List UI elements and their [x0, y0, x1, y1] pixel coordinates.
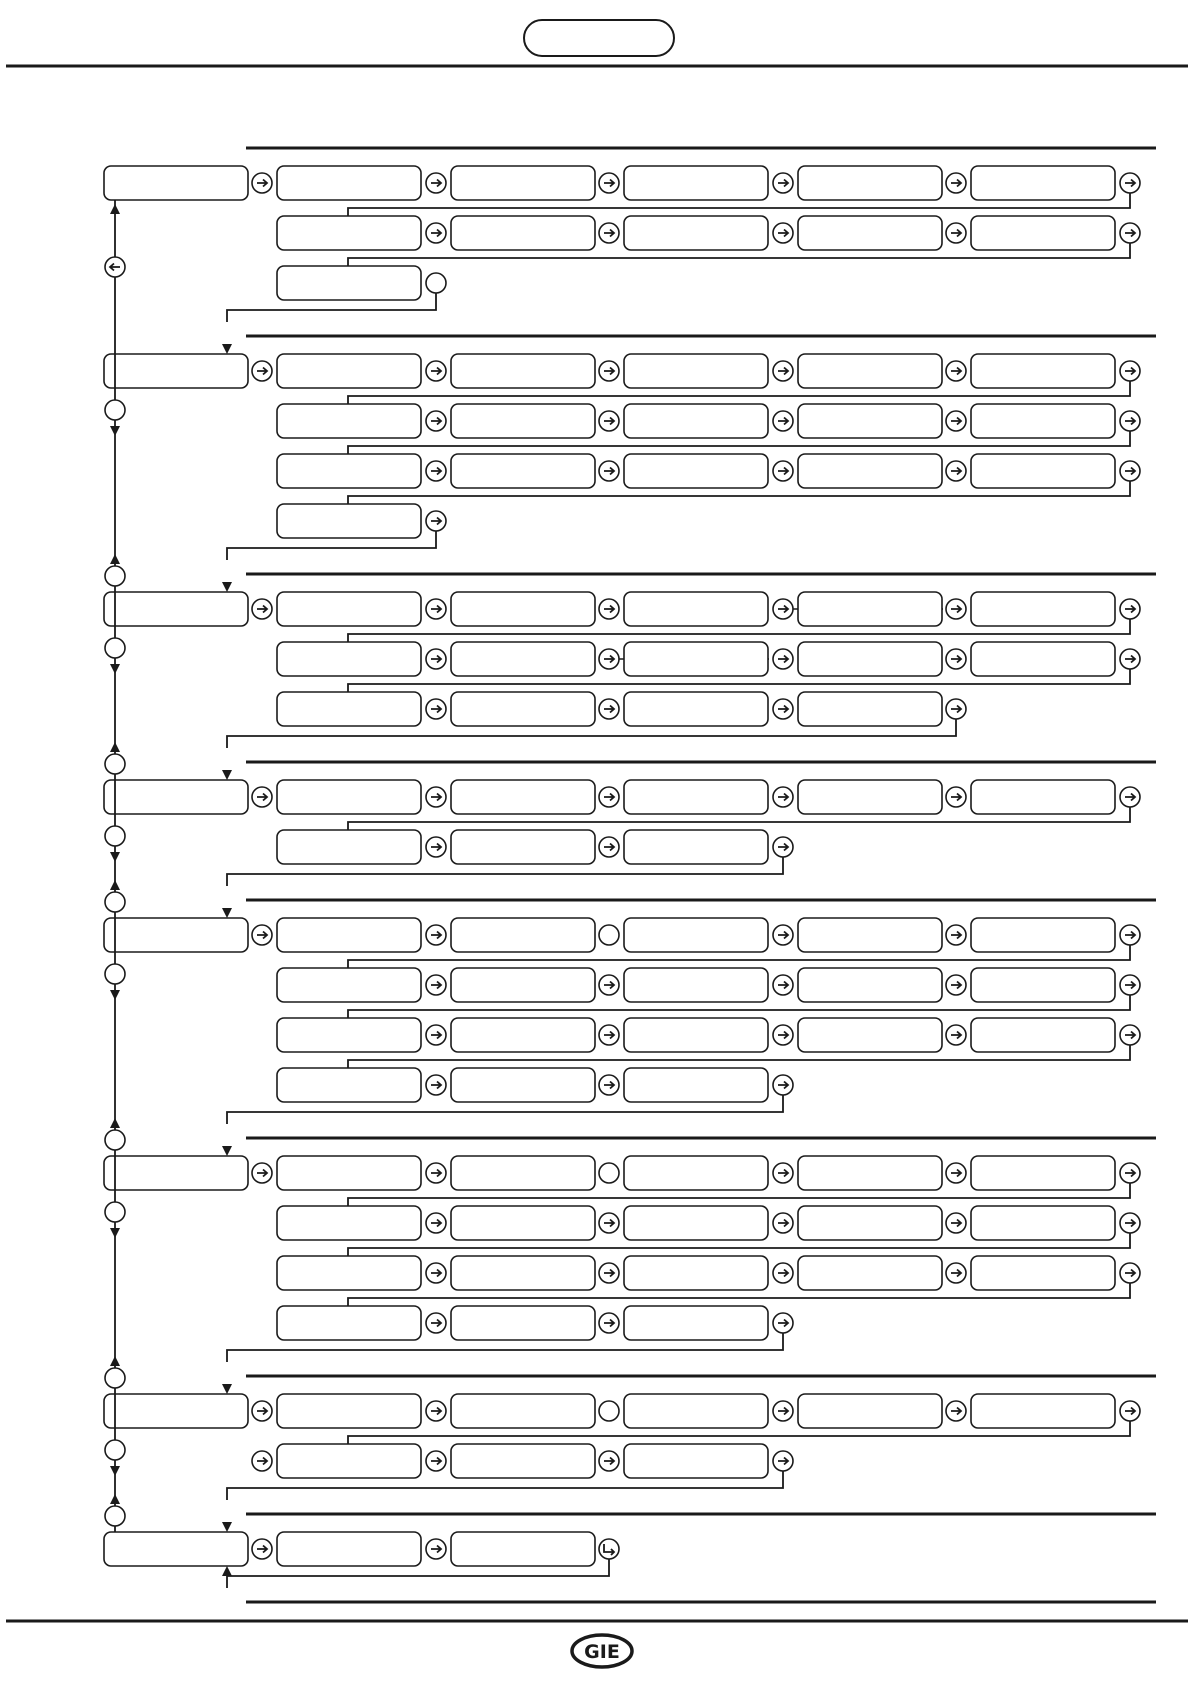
- sub-menu-box: [277, 1532, 421, 1566]
- arrow-right-icon[interactable]: [599, 223, 619, 243]
- arrow-right-icon[interactable]: [599, 787, 619, 807]
- arrow-right-icon[interactable]: [426, 1163, 446, 1183]
- sub-menu-box: [451, 968, 595, 1002]
- sub-menu-box: [277, 1256, 421, 1290]
- arrow-right-icon[interactable]: [773, 925, 793, 945]
- sub-menu-box: [277, 780, 421, 814]
- sub-menu-box: [798, 968, 942, 1002]
- arrow-right-icon[interactable]: [426, 1313, 446, 1333]
- arrow-right-icon[interactable]: [773, 411, 793, 431]
- arrow-right-icon[interactable]: [1120, 1401, 1140, 1421]
- arrow-right-icon[interactable]: [426, 1075, 446, 1095]
- round-button-icon[interactable]: [599, 1163, 619, 1183]
- return-arrowhead: [222, 1522, 232, 1532]
- sub-menu-box: [277, 1018, 421, 1052]
- arrow-right-icon[interactable]: [599, 173, 619, 193]
- row-lead-icon[interactable]: [252, 1451, 272, 1471]
- arrow-right-icon[interactable]: [426, 411, 446, 431]
- arrow-right-icon[interactable]: [1120, 1025, 1140, 1045]
- sub-menu-box: [624, 1156, 768, 1190]
- arrow-down-icon: [110, 990, 120, 1000]
- nav-down-button[interactable]: [105, 964, 125, 984]
- nav-up-button[interactable]: [105, 566, 125, 586]
- sub-menu-box: [451, 1206, 595, 1240]
- arrow-right-icon[interactable]: [426, 975, 446, 995]
- arrow-right-icon[interactable]: [946, 787, 966, 807]
- sub-menu-box: [451, 1394, 595, 1428]
- return-arrowhead: [222, 770, 232, 780]
- brand-logo-text: GIE: [584, 1641, 620, 1663]
- arrow-down-icon: [110, 1228, 120, 1238]
- arrow-right-icon[interactable]: [426, 1401, 446, 1421]
- arrow-up-icon: [110, 1118, 120, 1128]
- sub-menu-box: [624, 1256, 768, 1290]
- arrow-right-icon[interactable]: [426, 649, 446, 669]
- arrow-right-icon[interactable]: [599, 1213, 619, 1233]
- main-next-icon[interactable]: [252, 1163, 272, 1183]
- nav-down-button-ring: [105, 1202, 125, 1222]
- return-arrowhead: [222, 344, 232, 354]
- sub-menu-box: [971, 592, 1115, 626]
- arrow-right-icon[interactable]: [946, 223, 966, 243]
- arrow-right-icon[interactable]: [946, 173, 966, 193]
- arrow-right-icon[interactable]: [1120, 173, 1140, 193]
- sub-menu-box: [277, 1068, 421, 1102]
- arrow-right-icon[interactable]: [1120, 361, 1140, 381]
- sub-menu-box: [451, 1068, 595, 1102]
- arrow-right-icon[interactable]: [1120, 411, 1140, 431]
- arrow-right-icon[interactable]: [599, 1075, 619, 1095]
- sub-menu-box: [971, 1018, 1115, 1052]
- arrow-right-icon[interactable]: [599, 411, 619, 431]
- sub-menu-box: [451, 454, 595, 488]
- main-next-icon[interactable]: [252, 1401, 272, 1421]
- nav-up-arrowhead: [110, 204, 120, 214]
- arrow-right-icon[interactable]: [426, 1025, 446, 1045]
- sub-menu-box: [451, 918, 595, 952]
- arrow-up-icon: [110, 1356, 120, 1366]
- arrow-right-icon[interactable]: [946, 1025, 966, 1045]
- brand-logo: [570, 1633, 634, 1669]
- sub-menu-box: [798, 592, 942, 626]
- arrow-right-icon[interactable]: [426, 787, 446, 807]
- sub-menu-box: [798, 216, 942, 250]
- arrow-right-icon[interactable]: [426, 511, 446, 531]
- sub-menu-box: [451, 1156, 595, 1190]
- arrow-down-icon: [110, 426, 120, 436]
- main-menu-box: [104, 918, 248, 952]
- return-arrowhead: [222, 1146, 232, 1156]
- arrow-right-icon[interactable]: [599, 1025, 619, 1045]
- arrow-right-icon[interactable]: [946, 925, 966, 945]
- arrow-right-icon[interactable]: [1120, 223, 1140, 243]
- page-header: [6, 20, 1188, 66]
- arrow-right-icon[interactable]: [773, 361, 793, 381]
- sub-menu-box: [798, 1394, 942, 1428]
- arrow-right-icon[interactable]: [946, 1263, 966, 1283]
- nav-down-button-ring: [105, 400, 125, 420]
- sub-menu-box: [624, 1068, 768, 1102]
- nav-down-button[interactable]: [105, 638, 125, 658]
- main-next-icon[interactable]: [252, 925, 272, 945]
- sub-menu-box: [451, 166, 595, 200]
- sub-menu-box: [798, 354, 942, 388]
- nav-down-button-ring: [105, 964, 125, 984]
- sub-menu-box: [971, 454, 1115, 488]
- arrow-right-icon[interactable]: [599, 1313, 619, 1333]
- nav-up-button-ring: [105, 1506, 125, 1526]
- sub-menu-box: [277, 692, 421, 726]
- arrow-right-icon[interactable]: [773, 461, 793, 481]
- arrow-right-icon[interactable]: [773, 1163, 793, 1183]
- sub-menu-box: [451, 642, 595, 676]
- arrow-right-icon[interactable]: [1120, 975, 1140, 995]
- arrow-right-icon[interactable]: [773, 649, 793, 669]
- sub-menu-box: [798, 918, 942, 952]
- round-button-icon-ring: [599, 925, 619, 945]
- nav-up-button[interactable]: [105, 1130, 125, 1150]
- sub-menu-box: [451, 830, 595, 864]
- round-button-icon[interactable]: [599, 1401, 619, 1421]
- sub-menu-box: [624, 216, 768, 250]
- arrow-right-icon[interactable]: [946, 411, 966, 431]
- enter-return-icon-ring: [599, 1539, 619, 1559]
- loop-arrowhead: [222, 1566, 232, 1576]
- sub-menu-box: [277, 216, 421, 250]
- nav-up-button-ring: [105, 566, 125, 586]
- main-next-icon[interactable]: [252, 787, 272, 807]
- nav-down-button-ring: [105, 826, 125, 846]
- header-tab: [524, 20, 674, 56]
- sub-menu-box: [624, 780, 768, 814]
- round-button-icon[interactable]: [599, 925, 619, 945]
- sub-menu-box: [451, 404, 595, 438]
- arrow-down-icon: [110, 852, 120, 862]
- sub-menu-box: [971, 216, 1115, 250]
- sub-menu-box: [277, 592, 421, 626]
- nav-up-button-ring: [105, 1368, 125, 1388]
- sub-menu-box: [971, 1206, 1115, 1240]
- main-menu-box: [104, 166, 248, 200]
- sub-menu-box: [971, 780, 1115, 814]
- nav-down-button[interactable]: [105, 400, 125, 420]
- sub-menu-box: [624, 918, 768, 952]
- sub-menu-box: [624, 692, 768, 726]
- return-arrowhead: [222, 1384, 232, 1394]
- sub-menu-box: [451, 1256, 595, 1290]
- sub-menu-box: [971, 1394, 1115, 1428]
- arrow-right-icon[interactable]: [599, 1451, 619, 1471]
- sub-menu-box: [451, 1532, 595, 1566]
- sub-menu-box: [798, 1156, 942, 1190]
- arrow-right-icon[interactable]: [599, 599, 619, 619]
- arrow-right-icon[interactable]: [773, 699, 793, 719]
- main-next-icon[interactable]: [252, 361, 272, 381]
- sub-menu-box: [624, 404, 768, 438]
- sub-menu-box: [971, 1156, 1115, 1190]
- arrow-up-icon: [110, 1494, 120, 1504]
- arrow-right-icon[interactable]: [773, 173, 793, 193]
- arrow-right-icon[interactable]: [426, 173, 446, 193]
- sub-menu-box: [798, 1256, 942, 1290]
- arrow-right-icon[interactable]: [1120, 461, 1140, 481]
- sub-menu-box: [277, 918, 421, 952]
- main-next-icon[interactable]: [252, 1539, 272, 1559]
- arrow-right-icon[interactable]: [1120, 1163, 1140, 1183]
- sub-menu-box: [798, 166, 942, 200]
- arrow-right-icon[interactable]: [426, 1263, 446, 1283]
- sub-menu-box: [277, 642, 421, 676]
- sub-menu-box: [624, 1018, 768, 1052]
- sub-menu-box: [451, 1306, 595, 1340]
- sub-menu-box: [971, 968, 1115, 1002]
- arrow-right-icon[interactable]: [426, 699, 446, 719]
- arrow-right-icon[interactable]: [946, 1213, 966, 1233]
- arrow-right-icon[interactable]: [946, 649, 966, 669]
- main-menu-box: [104, 592, 248, 626]
- sub-menu-box: [277, 1394, 421, 1428]
- arrow-right-icon[interactable]: [946, 461, 966, 481]
- arrow-down-icon: [110, 664, 120, 674]
- round-button-icon-ring: [599, 1401, 619, 1421]
- arrow-right-icon[interactable]: [1120, 599, 1140, 619]
- arrow-right-icon[interactable]: [773, 1025, 793, 1045]
- round-button-icon-ring: [599, 1163, 619, 1183]
- sub-menu-box: [277, 504, 421, 538]
- sub-menu-box: [451, 216, 595, 250]
- arrow-right-icon[interactable]: [773, 975, 793, 995]
- sub-menu-box: [277, 830, 421, 864]
- arrow-right-icon[interactable]: [599, 361, 619, 381]
- arrow-right-icon[interactable]: [946, 699, 966, 719]
- arrow-right-icon[interactable]: [599, 975, 619, 995]
- sub-menu-box: [971, 918, 1115, 952]
- arrow-right-icon[interactable]: [773, 1213, 793, 1233]
- return-arrowhead: [222, 908, 232, 918]
- sub-menu-box: [624, 454, 768, 488]
- arrow-right-icon[interactable]: [599, 699, 619, 719]
- sub-menu-box: [277, 266, 421, 300]
- sub-menu-box: [451, 1444, 595, 1478]
- round-button-icon-ring: [426, 273, 446, 293]
- main-menu-box: [104, 1156, 248, 1190]
- nav-down-button[interactable]: [105, 1440, 125, 1460]
- arrow-right-icon[interactable]: [1120, 787, 1140, 807]
- sub-menu-box: [624, 354, 768, 388]
- sub-menu-box: [451, 592, 595, 626]
- arrow-down-icon: [110, 1466, 120, 1476]
- nav-up-button[interactable]: [105, 892, 125, 912]
- nav-down-button[interactable]: [105, 1202, 125, 1222]
- main-menu-box: [104, 780, 248, 814]
- sub-menu-box: [277, 1156, 421, 1190]
- arrow-right-icon[interactable]: [773, 787, 793, 807]
- main-menu-box: [104, 354, 248, 388]
- arrow-right-icon[interactable]: [946, 1401, 966, 1421]
- sub-menu-box: [277, 354, 421, 388]
- arrow-up-icon: [110, 742, 120, 752]
- sub-menu-box: [971, 404, 1115, 438]
- nav-up-button-ring: [105, 1130, 125, 1150]
- arrow-right-icon[interactable]: [426, 1213, 446, 1233]
- arrow-right-icon[interactable]: [773, 1451, 793, 1471]
- sub-menu-box: [451, 354, 595, 388]
- arrow-right-icon[interactable]: [773, 1313, 793, 1333]
- arrow-right-icon[interactable]: [426, 1539, 446, 1559]
- nav-down-button[interactable]: [105, 826, 125, 846]
- nav-down-button-ring: [105, 638, 125, 658]
- sub-menu-box: [624, 642, 768, 676]
- sub-menu-box: [798, 780, 942, 814]
- arrow-right-icon[interactable]: [946, 975, 966, 995]
- main-next-icon[interactable]: [252, 173, 272, 193]
- nav-down-button-ring: [105, 1440, 125, 1460]
- sub-menu-box: [624, 830, 768, 864]
- arrow-right-icon[interactable]: [946, 1163, 966, 1183]
- sub-menu-box: [798, 454, 942, 488]
- sub-menu-box: [277, 968, 421, 1002]
- sub-menu-box: [798, 404, 942, 438]
- main-menu-box: [104, 1394, 248, 1428]
- sub-menu-box: [798, 642, 942, 676]
- nav-up-button-ring: [105, 892, 125, 912]
- sub-menu-box: [971, 642, 1115, 676]
- sub-menu-box: [624, 1206, 768, 1240]
- arrow-right-icon[interactable]: [426, 837, 446, 857]
- sub-menu-box: [624, 1306, 768, 1340]
- enter-return-icon[interactable]: [599, 1539, 619, 1559]
- sub-menu-box: [451, 692, 595, 726]
- arrow-right-icon[interactable]: [773, 837, 793, 857]
- nav-up-button[interactable]: [105, 754, 125, 774]
- sub-menu-box: [798, 692, 942, 726]
- arrow-right-icon[interactable]: [426, 925, 446, 945]
- nav-up-button[interactable]: [105, 1368, 125, 1388]
- diagram-body: [104, 148, 1156, 1602]
- arrow-right-icon[interactable]: [426, 223, 446, 243]
- arrow-right-icon[interactable]: [599, 649, 619, 669]
- nav-up-button[interactable]: [105, 1506, 125, 1526]
- sub-menu-box: [277, 454, 421, 488]
- arrow-right-icon[interactable]: [599, 1263, 619, 1283]
- arrow-right-icon[interactable]: [599, 461, 619, 481]
- sub-menu-box: [971, 354, 1115, 388]
- nav-up-button-ring: [105, 754, 125, 774]
- arrow-right-icon[interactable]: [426, 1451, 446, 1471]
- arrow-right-icon[interactable]: [773, 223, 793, 243]
- sub-menu-box: [971, 166, 1115, 200]
- arrow-up-icon: [110, 880, 120, 890]
- sub-menu-box: [624, 592, 768, 626]
- arrow-right-icon[interactable]: [426, 461, 446, 481]
- arrow-right-icon[interactable]: [1120, 925, 1140, 945]
- arrow-right-icon[interactable]: [599, 837, 619, 857]
- sub-menu-box: [624, 1444, 768, 1478]
- arrow-right-icon[interactable]: [426, 361, 446, 381]
- main-next-icon[interactable]: [252, 599, 272, 619]
- sub-menu-box: [971, 1256, 1115, 1290]
- arrow-right-icon[interactable]: [1120, 1263, 1140, 1283]
- sub-menu-box: [798, 1018, 942, 1052]
- sub-menu-box: [624, 1394, 768, 1428]
- sub-menu-box: [277, 404, 421, 438]
- arrow-right-icon[interactable]: [773, 1075, 793, 1095]
- arrow-up-icon: [110, 554, 120, 564]
- sub-menu-box: [277, 166, 421, 200]
- sub-menu-box: [624, 166, 768, 200]
- return-arrowhead: [222, 582, 232, 592]
- arrow-right-icon[interactable]: [946, 599, 966, 619]
- arrow-right-icon[interactable]: [773, 1401, 793, 1421]
- arrow-right-icon[interactable]: [773, 599, 793, 619]
- sub-menu-box: [451, 780, 595, 814]
- sub-menu-box: [624, 968, 768, 1002]
- round-button-icon[interactable]: [426, 273, 446, 293]
- main-menu-box: [104, 1532, 248, 1566]
- sub-menu-box: [277, 1306, 421, 1340]
- arrow-right-icon[interactable]: [426, 599, 446, 619]
- arrow-right-icon[interactable]: [1120, 649, 1140, 669]
- arrow-right-icon[interactable]: [946, 361, 966, 381]
- sub-menu-box: [451, 1018, 595, 1052]
- sub-menu-box: [277, 1206, 421, 1240]
- sub-menu-box: [277, 1444, 421, 1478]
- arrow-left-icon[interactable]: [105, 257, 125, 277]
- arrow-right-icon[interactable]: [773, 1263, 793, 1283]
- arrow-right-icon[interactable]: [1120, 1213, 1140, 1233]
- sub-menu-box: [798, 1206, 942, 1240]
